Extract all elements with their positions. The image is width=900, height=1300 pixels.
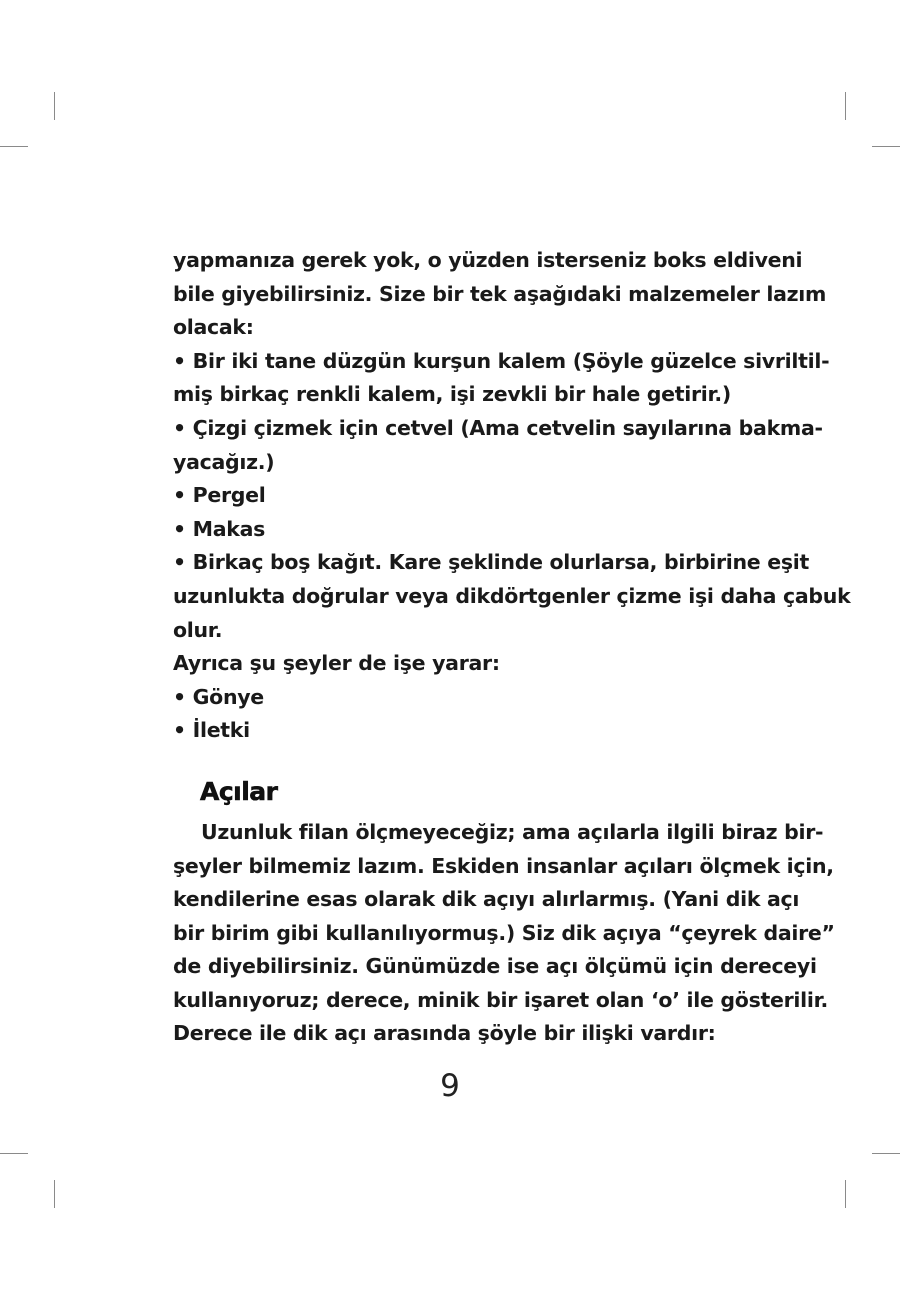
crop-mark-bottom-left-horizontal [0,1153,28,1154]
section-heading: Açılar [200,776,278,806]
text-line: uzunlukta doğrular veya dikdörtgenler çizme işi daha çabuk [173,583,851,608]
text-line: kendilerine esas olarak dik açıyı alırlarmış. (Yani dik açı [173,887,800,912]
crop-mark-top-right-horizontal [872,146,900,147]
bullet-item-set-square: • Gönye [173,684,264,709]
text-line: olacak: [173,315,254,340]
bullet-item-paper: • Birkaç boş kağıt. Kare şeklinde olurlarsa, birbirine eşit [173,550,809,575]
crop-mark-bottom-right-vertical [845,1180,846,1208]
text-line: de diyebilirsiniz. Günümüzde ise açı ölçümü için dereceyi [173,954,817,979]
bullet-item-pencil: • Bir iki tane düzgün kurşun kalem (Şöyle güzelce sivriltil- [173,348,830,373]
page-number: 9 [440,1068,460,1104]
text-line: olur. [173,617,223,642]
crop-mark-top-right-vertical [845,92,846,120]
bullet-item-scissors: • Makas [173,516,266,541]
crop-mark-bottom-left-vertical [54,1180,55,1208]
text-line: Derece ile dik açı arasında şöyle bir ilişki vardır: [173,1021,716,1046]
bullet-item-ruler: • Çizgi çizmek için cetvel (Ama cetvelin sayılarına bakma- [173,415,823,440]
text-line: miş birkaç renkli kalem, işi zevkli bir hale getirir.) [173,382,731,407]
text-line: şeyler bilmemiz lazım. Eskiden insanlar açıları ölçmek için, [173,853,834,878]
text-line: bile giyebilirsiniz. Size bir tek aşağıdaki malzemeler lazım [173,281,827,306]
text-line: kullanıyoruz; derece, minik bir işaret olan ‘o’ ile gösterilir. [173,987,828,1012]
bullet-item-protractor: • İletki [173,718,250,743]
materials-section [173,244,851,748]
crop-mark-top-left-vertical [54,92,55,120]
angles-section [173,816,835,1051]
crop-mark-top-left-horizontal [0,146,28,147]
text-line: yacağız.) [173,449,275,474]
text-line: bir birim gibi kullanılıyormuş.) Siz dik açıya “çeyrek daire” [173,920,835,945]
bullet-item-compass: • Pergel [173,483,266,508]
page-content [173,244,851,1051]
crop-mark-bottom-right-horizontal [872,1153,900,1154]
text-line: Ayrıca şu şeyler de işe yarar: [173,651,500,676]
text-line: Uzunluk filan ölçmeyeceğiz; ama açılarla ilgili biraz bir- [201,819,824,844]
text-line: yapmanıza gerek yok, o yüzden isterseniz boks eldiveni [173,248,803,272]
